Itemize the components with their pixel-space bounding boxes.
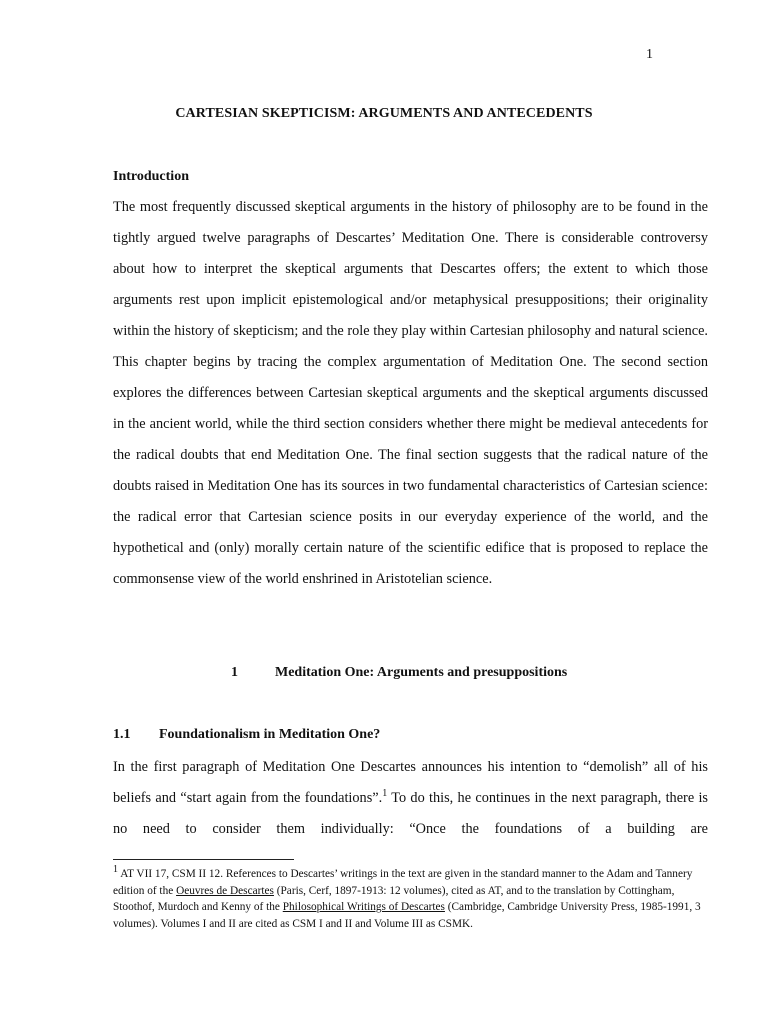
subsection-title: Foundationalism in Meditation One? — [159, 727, 381, 742]
body-paragraph — [113, 752, 708, 845]
introduction-heading: Introduction — [113, 169, 189, 184]
footnote-text-3: (Cambridge, Cambridge University Press, 1985-1991, 3 volumes). Volumes I and II are cited as CSM I and II and Volume III as CSMK. — [113, 901, 701, 930]
footnote — [113, 866, 713, 932]
footnote-separator — [113, 859, 294, 860]
document-title: CARTESIAN SKEPTICISM: ARGUMENTS AND ANTECEDENTS — [175, 106, 593, 121]
footnote-title-philosophical-writings: Philosophical Writings of Descartes — [282, 901, 445, 913]
footnote-title-oeuvres: Oeuvres de Descartes — [176, 884, 274, 897]
introduction-paragraph: The most frequently discussed skeptical arguments in the history of philosophy are to be found in the tightly argued twelve paragraphs of Descartes’ Meditation One. There is considerable controversy about how to interpret the skeptical arguments that Descartes offers; the extent to which those arguments rest upon implicit epistemological and/or metaphysical presuppositions; their originality within the history of skepticism; and the role they play within Cartesian philosophy and natural science. This chapter begins by tracing the complex argumentation of Meditation One. The second section explores the differences between Cartesian skeptical arguments and the skeptical arguments discussed in the ancient world, while the third section considers whether there might be medieval antecedents for the radical doubts that end Meditation One. The final section suggests that the radical nature of the doubts raised in Meditation One has its sources in two fundamental characteristics of Cartesian science: the radical error that Cartesian science posits in our everyday experience of the world, and the hypothetical and (only) morally certain nature of the scientific edifice that is proposed to replace the commonsense view of the world enshrined in Aristotelian science. — [113, 199, 708, 587]
body-text-before-note: In the first paragraph of Meditation One Descartes announces his intention to “demolish” all of his beliefs and “start again from the foundations”. — [113, 759, 708, 806]
body-text-after-note: To do this, he continues in the next paragraph, there is no need to consider them individually: “Once the foundations of a building are — [113, 790, 708, 837]
page-number: 1 — [646, 47, 653, 62]
footnote-reference[interactable]: 1 — [382, 788, 388, 800]
section-number: 1 — [231, 665, 238, 680]
footnote-marker: 1 — [113, 864, 118, 876]
footnote-text-1: AT VII 17, CSM II 12. References to Descartes’ writings in the text are given in the standard manner to the Adam and Tannery edition of the — [113, 868, 693, 897]
subsection-number: 1.1 — [113, 727, 131, 742]
footnote-text-2: (Paris, Cerf, 1897-1913: 12 volumes), cited as AT, and to the translation by Cottingham, Stoothof, Murdoch and Kenny of the — [113, 884, 675, 913]
section-title: Meditation One: Arguments and presuppositions — [275, 665, 568, 680]
